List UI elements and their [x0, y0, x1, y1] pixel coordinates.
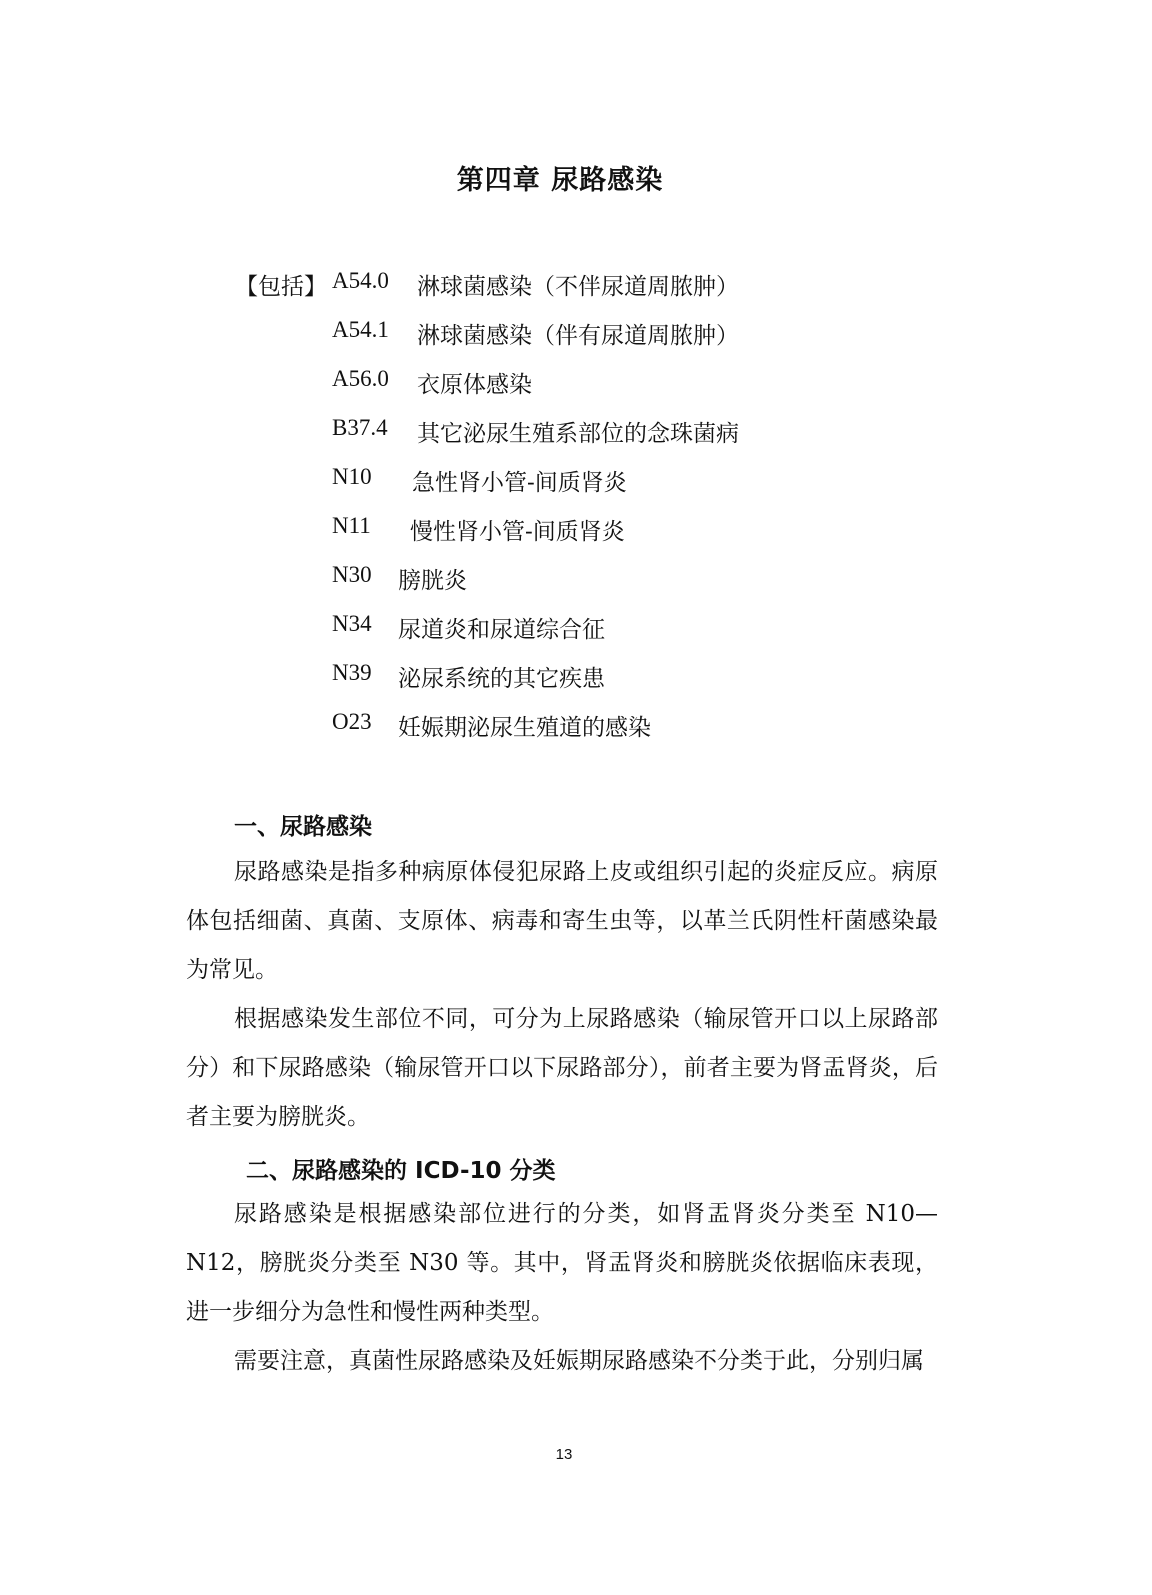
diagnosis-name: 淋球菌感染（伴有尿道周脓肿） [417, 323, 739, 349]
diagnosis-name: 妊娠期泌尿生殖道的感染 [398, 715, 651, 741]
diagnosis-name: 淋球菌感染（不伴尿道周脓肿） [417, 274, 739, 300]
icd-code: A56.0 [332, 366, 389, 391]
diagnosis-name: 膀胱炎 [398, 568, 467, 594]
diagnosis-name: 泌尿系统的其它疾患 [398, 666, 605, 692]
page-number: 13 [555, 1446, 573, 1463]
chapter-title: 第四章 尿路感染 [456, 165, 664, 196]
icd-code: A54.0 [332, 268, 389, 293]
paragraph: 尿路感染是根据感染部位进行的分类，如肾盂肾炎分类至 N10—N12，膀胱炎分类至 N30 等。其中，肾盂肾炎和膀胱炎依据临床表现，进一步细分为急性和慢性两种类型。 [186, 1201, 938, 1325]
icd-code: B37.4 [332, 415, 388, 440]
icd-code: N30 [332, 562, 372, 587]
icd-code: N10 [332, 464, 372, 489]
diagnosis-name: 急性肾小管-间质肾炎 [412, 470, 627, 496]
section-heading: 一、尿路感染 [234, 814, 372, 840]
icd-code: N11 [332, 513, 371, 538]
diagnosis-name: 尿道炎和尿道综合征 [398, 617, 605, 643]
icd-code: O23 [332, 709, 372, 734]
diagnosis-name: 衣原体感染 [417, 372, 532, 398]
paragraph: 根据感染发生部位不同，可分为上尿路感染（输尿管开口以上尿路部分）和下尿路感染（输尿管开口以下尿路部分），前者主要为肾盂肾炎，后者主要为膀胱炎。 [186, 1006, 938, 1130]
section-heading: 二、尿路感染的 ICD-10 分类 [246, 1158, 556, 1184]
icd-code: N39 [332, 660, 372, 685]
diagnosis-name: 其它泌尿生殖系部位的念珠菌病 [417, 421, 739, 447]
paragraph: 尿路感染是指多种病原体侵犯尿路上皮或组织引起的炎症反应。病原体包括细菌、真菌、支原体、病毒和寄生虫等，以革兰氏阴性杆菌感染最为常见。 [186, 859, 938, 983]
icd-code: A54.1 [332, 317, 389, 342]
icd-code: N34 [332, 611, 372, 636]
diagnosis-name: 慢性肾小管-间质肾炎 [410, 519, 625, 545]
includes-label: 【包括】 [235, 274, 327, 300]
paragraph: 需要注意，真菌性尿路感染及妊娠期尿路感染不分类于此，分别归属 [234, 1348, 924, 1374]
